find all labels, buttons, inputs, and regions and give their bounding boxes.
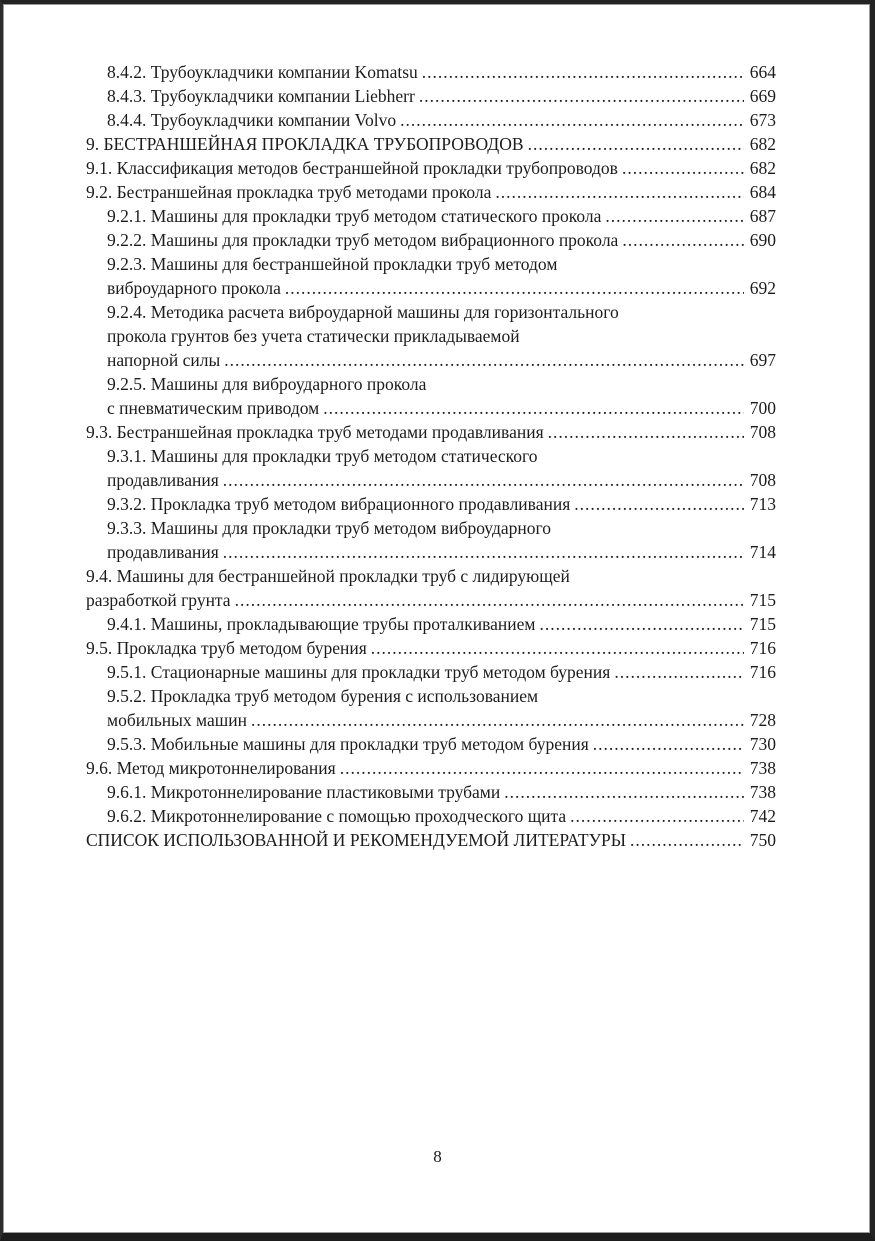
toc-entry-line	[86, 636, 776, 660]
toc-entry-text: 9.3.1. Машины для прокладки труб методом статического	[107, 446, 538, 466]
toc-entry	[86, 516, 776, 564]
toc-entry	[86, 420, 776, 444]
toc-target-page-number: 697	[749, 350, 776, 370]
toc-entry-line	[107, 516, 776, 540]
toc-entry-text: 8.4.4. Трубоукладчики компании Volvo	[107, 110, 397, 130]
toc-entry	[86, 204, 776, 228]
toc-entry	[86, 180, 776, 204]
dot-leader	[574, 492, 744, 516]
toc-entry-text: с пневматическим приводом	[107, 398, 320, 418]
toc-entry-text: 9.2.1. Машины для прокладки труб методом статического прокола	[107, 206, 602, 226]
dot-leader	[235, 588, 744, 612]
toc-entry-text: 9.2.5. Машины для виброударного прокола	[107, 374, 427, 394]
toc-entry-line	[107, 204, 776, 228]
toc-entry-line	[107, 108, 776, 132]
toc-entry-line	[107, 300, 776, 324]
toc-target-page-number: 738	[749, 782, 776, 802]
toc-target-page-number: 715	[749, 614, 776, 634]
toc-entry-line	[86, 588, 776, 612]
toc-entry	[86, 492, 776, 516]
toc-entry-line	[86, 420, 776, 444]
toc-target-page-number: 669	[749, 86, 776, 106]
dot-leader	[340, 756, 744, 780]
toc-entry-line	[107, 348, 776, 372]
toc-entry-line	[107, 372, 776, 396]
toc-entry-text: напорной силы	[107, 350, 221, 370]
toc-entry-line	[86, 828, 776, 852]
dot-leader	[614, 660, 744, 684]
toc-target-page-number: 664	[749, 62, 776, 82]
dot-leader	[251, 708, 744, 732]
toc-target-page-number: 730	[749, 734, 776, 754]
toc-entry-line	[107, 84, 776, 108]
toc-entry-text: СПИСОК ИСПОЛЬЗОВАННОЙ И РЕКОМЕНДУЕМОЙ ЛИТЕРАТУРЫ	[86, 830, 627, 850]
toc-entry-line	[86, 132, 776, 156]
toc-entry-line	[86, 180, 776, 204]
dot-leader	[223, 468, 744, 492]
toc-entry-line	[107, 612, 776, 636]
dot-leader	[630, 828, 744, 852]
toc-target-page-number: 738	[749, 758, 776, 778]
toc-entry-line	[107, 396, 776, 420]
toc-entry-text: 9.3.2. Прокладка труб методом вибрационного продавливания	[107, 494, 571, 514]
toc-entry-text: 9.2.2. Машины для прокладки труб методом вибрационного прокола	[107, 230, 619, 250]
toc-entry-line	[107, 684, 776, 708]
toc-entry-line	[107, 732, 776, 756]
toc-entry-text: 9.2. Бестраншейная прокладка труб методами прокола	[86, 182, 492, 202]
toc-entry-line	[107, 444, 776, 468]
dot-leader	[528, 132, 744, 156]
dot-leader	[605, 204, 744, 228]
dot-leader	[495, 180, 744, 204]
toc	[86, 60, 776, 852]
toc-entry-text: 8.4.3. Трубоукладчики компании Liebherr	[107, 86, 415, 106]
folio-page-number: 8	[433, 1147, 442, 1166]
dot-leader	[504, 780, 744, 804]
dot-leader	[323, 396, 744, 420]
toc-target-page-number: 684	[749, 182, 776, 202]
dot-leader	[548, 420, 744, 444]
toc-entry	[86, 660, 776, 684]
toc-entry	[86, 612, 776, 636]
toc-entry-line	[86, 156, 776, 180]
toc-target-page-number: 700	[749, 398, 776, 418]
toc-entry	[86, 60, 776, 84]
toc-entry	[86, 300, 776, 372]
toc-target-page-number: 690	[749, 230, 776, 250]
toc-target-page-number: 682	[749, 134, 776, 154]
toc-entry-line	[86, 756, 776, 780]
toc-target-page-number: 708	[749, 422, 776, 442]
toc-entry-text: 9.5. Прокладка труб методом бурения	[86, 638, 367, 658]
toc-entry-line	[107, 708, 776, 732]
toc-entry-text: 8.4.2. Трубоукладчики компании Komatsu	[107, 62, 418, 82]
dot-leader	[371, 636, 744, 660]
toc-entry-line	[86, 564, 776, 588]
toc-entry-line	[107, 492, 776, 516]
toc-entry-text: 9.5.3. Мобильные машины для прокладки труб методом бурения	[107, 734, 589, 754]
toc-entry-line	[107, 324, 776, 348]
toc-entry-text: 9.2.4. Методика расчета виброударной машины для горизонтального	[107, 302, 619, 322]
toc-entry-text: 9. БЕСТРАНШЕЙНАЯ ПРОКЛАДКА ТРУБОПРОВОДОВ	[86, 134, 524, 154]
toc-entry-line	[107, 540, 776, 564]
toc-entry-line	[107, 276, 776, 300]
toc-entry-line	[107, 468, 776, 492]
toc-entry-text: продавливания	[107, 470, 219, 490]
toc-target-page-number: 714	[749, 542, 776, 562]
dot-leader	[400, 108, 744, 132]
toc-target-page-number: 716	[749, 662, 776, 682]
toc-entry-text: виброударного прокола	[107, 278, 281, 298]
toc-entry-text: 9.4.1. Машины, прокладывающие трубы проталкиванием	[107, 614, 536, 634]
toc-target-page-number: 715	[749, 590, 776, 610]
toc-entry-line	[107, 60, 776, 84]
toc-entry-text: продавливания	[107, 542, 219, 562]
toc-target-page-number: 742	[749, 806, 776, 826]
toc-entry	[86, 804, 776, 828]
dot-leader	[419, 84, 744, 108]
dot-leader	[593, 732, 744, 756]
toc-entry-line	[107, 660, 776, 684]
toc-target-page-number: 716	[749, 638, 776, 658]
toc-target-page-number: 692	[749, 278, 776, 298]
toc-entry	[86, 156, 776, 180]
dot-leader	[622, 228, 744, 252]
toc-target-page-number: 687	[749, 206, 776, 226]
dot-leader	[622, 156, 744, 180]
dot-leader	[540, 612, 744, 636]
toc-target-page-number: 728	[749, 710, 776, 730]
toc-target-page-number: 750	[749, 830, 776, 850]
toc-entry	[86, 228, 776, 252]
toc-entry	[86, 828, 776, 852]
toc-entry-line	[107, 780, 776, 804]
toc-entry-text: 9.3. Бестраншейная прокладка труб методами продавливания	[86, 422, 544, 442]
toc-entry	[86, 636, 776, 660]
toc-entry-line	[107, 252, 776, 276]
dot-leader	[570, 804, 744, 828]
dot-leader	[224, 348, 744, 372]
toc-entry	[86, 444, 776, 492]
toc-target-page-number: 673	[749, 110, 776, 130]
toc-target-page-number: 708	[749, 470, 776, 490]
toc-entry-line	[107, 228, 776, 252]
dot-leader	[223, 540, 744, 564]
toc-target-page-number: 713	[749, 494, 776, 514]
toc-entry	[86, 132, 776, 156]
toc-entry	[86, 732, 776, 756]
toc-entry-text: 9.1. Классификация методов бестраншейной прокладки трубопроводов	[86, 158, 618, 178]
toc-entry-text: 9.2.3. Машины для бестраншейной прокладки труб методом	[107, 254, 558, 274]
toc-entry-text: 9.3.3. Машины для прокладки труб методом виброударного	[107, 518, 551, 538]
toc-entry	[86, 84, 776, 108]
toc-entry-text: прокола грунтов без учета статически прикладываемой	[107, 326, 520, 346]
dot-leader	[285, 276, 744, 300]
toc-entry-text: 9.6.1. Микротоннелирование пластиковыми трубами	[107, 782, 501, 802]
toc-entry-text: 9.4. Машины для бестраншейной прокладки труб с лидирующей	[86, 566, 570, 586]
toc-entry	[86, 684, 776, 732]
toc-entry	[86, 564, 776, 612]
toc-entry	[86, 372, 776, 420]
toc-entry	[86, 780, 776, 804]
toc-entry-text: 9.5.1. Стационарные машины для прокладки труб методом бурения	[107, 662, 611, 682]
toc-entry-text: мобильных машин	[107, 710, 247, 730]
dot-leader	[422, 60, 744, 84]
toc-entry-text: разработкой грунта	[86, 590, 231, 610]
toc-entry	[86, 252, 776, 300]
toc-entry-text: 9.6. Метод микротоннелирования	[86, 758, 336, 778]
toc-entry-line	[107, 804, 776, 828]
toc-entry	[86, 108, 776, 132]
toc-target-page-number: 682	[749, 158, 776, 178]
toc-entry-text: 9.6.2. Микротоннелирование с помощью проходческого щита	[107, 806, 567, 826]
toc-entry	[86, 756, 776, 780]
toc-entry-text: 9.5.2. Прокладка труб методом бурения с использованием	[107, 686, 539, 706]
